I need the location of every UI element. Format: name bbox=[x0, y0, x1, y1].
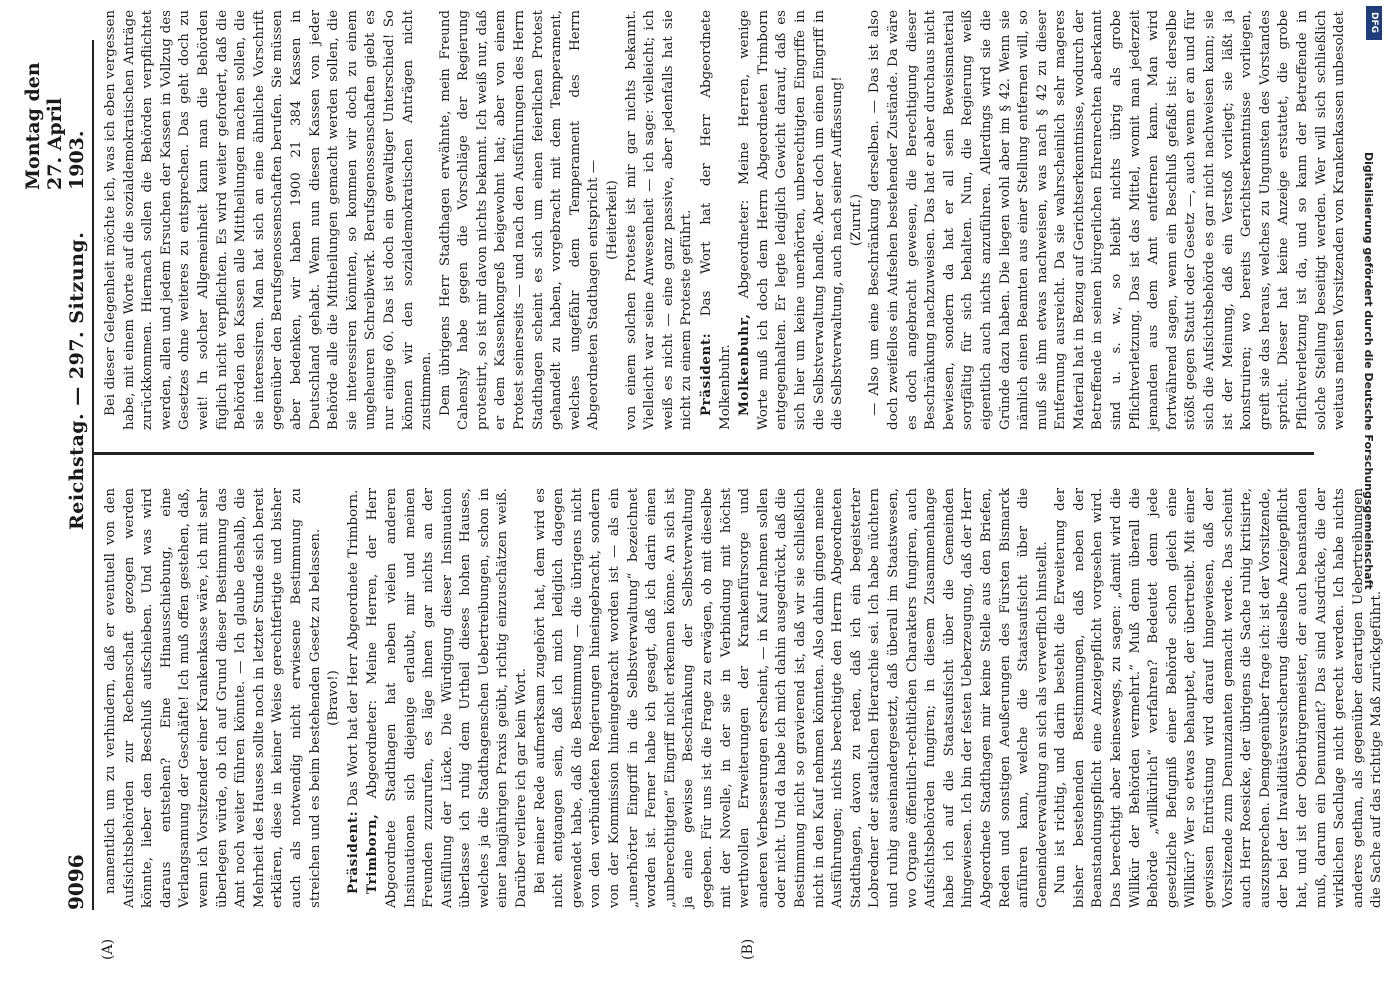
speaker-name: Präsident: bbox=[344, 810, 361, 894]
speaker-paragraph bbox=[363, 488, 531, 908]
paragraph bbox=[437, 10, 604, 430]
session-date: Montag den 27. April 1903. bbox=[22, 62, 88, 190]
left-column bbox=[102, 488, 1385, 908]
paragraph bbox=[102, 10, 437, 430]
digitization-credit bbox=[1363, 12, 1377, 992]
interjection bbox=[604, 10, 623, 430]
paragraph-text: Abgeordneter: Meine Herren, der Herr Abgeordnete Stadthagen hat neben vielen anderen Insinuationen sich diejenige erlaubt, mir und meinen Freunden zuzurufen, es läge ihnen gar nichts an der Ausfüllung der Lücke. Die Würdigung dieser Insinuation überlasse ich ruhig dem Urtheil dieses hohen Hauses, welches ja die Stadthagenschen Uebertreibungen, schon in einer langjährigen Praxis geübt, richtig einzuschätzen weiß. Darüber verliere ich gar kein Wort. bbox=[365, 488, 530, 908]
paragraph-text: Das Wort hat der Herr Abgeordnete Trimborn. bbox=[345, 489, 361, 811]
paragraph-text: (Heiterkeit) bbox=[605, 180, 621, 260]
paragraph bbox=[102, 488, 325, 908]
paragraph-text: Bei dieser Gelegenheit möchte ich, was ich eben vergessen habe, mit einem Worte auf die sozialdemokratischen Anträge zurückkommen. Hiernach sollen die Behörden verpflichtet werden, allen und jedem Ersuchen der Kassen in Vollzug des Gesetzes ohne weiteres zu entsprechen. Das geht doch zu weit! In solcher Allgemeinheit kann man die Behörden füglich nicht verpflichten. Es wird weiter gefordert, daß die Behörden den Kassen alle Mittheilungen machen sollen, die sie interessiren. Man hat sich an eine ähnliche Vorschrift gegenüber den Berufsgenossenschaften berufen. Sie müssen aber bedenken, wir haben 1900 21 384 Kassen in Deutschland gehabt. Wenn nun diesen Kassen von jeder Behörde alle die Mittheilungen gemacht werden sollen, die sie interessiren könnten, so kommen wir doch zu einem ungeheuren Schreibwerk. Berufsgenossenschaften giebt es nur einige 60. Das ist doch ein gewaltiger Unterschied! So können wir den sozialdemokratischen Anträgen nicht zustimmen. bbox=[103, 10, 435, 430]
speaker-paragraph bbox=[735, 10, 848, 430]
paragraph-text: Dem übrigens Herr Stadthagen erwähnte, mein Freund Cahensly habe gegen die Vorschläge der Regierung protestirt, so ist mir davon nichts bekannt. Ich weiß nur, daß er dem Kassenkongreß beigewohnt hat; aber von einem Protest seinerseits — und nach den Ausführungen des Herrn Stadthagen scheint es sich um einen feierlichen Protest gehandelt zu haben, vorgebracht mit dem Temperament, welches ungefähr dem Temperament des Herrn Abgeordneten Stadthagen entspricht — bbox=[437, 10, 602, 430]
dfg-logo: DFG bbox=[1366, 6, 1382, 40]
column-divider bbox=[94, 452, 1314, 455]
speaker-name: Molkenbuhr, bbox=[736, 313, 753, 416]
paragraph-text: Bei meiner Rede aufmerksam zugehört hat, dem wird es nicht entgangen sein, daß ich mich lediglich dagegen gewendet habe, daß die Bestimmung — die übrigens nicht von den verbündeten Regierungen hineingebracht, sondern von der Kommission hineingebracht worden ist — als ein „unerhörter Eingriff in die Selbstverwaltung“ bezeichnet worden ist. Ferner habe ich gesagt, daß ich darin einen „unberechtigten“ Eingriff nicht erkennen könne. An sich ist ja eine gewisse Beschränkung der Selbstverwaltung gegeben. Für uns ist die Frage zu erwägen, ob mit dieselbe mit der Novelle, in der sie in Verbindung mit höchst werthvollen Erweiterungen der Krankenfürsorge und anderen Verbesserungen erscheint, — in Kauf nehmen sollen oder nicht. Und da habe ich mich dahin ausgedrückt, daß die Bestimmung nicht so gravierend ist, daß wir sie schließlich nicht in den Kauf nehmen könnten. Also dahin gingen meine Ausführungen; nichts berechtigte den Herrn Abgeordneten Stadthagen, davon zu reden, daß ich ein begeisterter Lobredner der staatlichen Hierarchie sei. Ich habe nüchtern und ruhig auseinandergesetzt, daß überall im Staatswesen, wo Organe öffentlich-rechtlichen Charakters fungiren, auch Aufsichtsbehörden fungiren; in diesem Zusammenhange habe ich auf die Staatsaufsicht über die Gemeinden hingewiesen. Ich bin der festen Ueberzeugung, daß der Herr Abgeordnete Stadthagen mir keine Stelle aus den Briefen, Reden und sonstigen Aeußerungen des Fürsten Bismarck anführen kann, welche die Staatsaufsicht über die Gemeindeverwaltung an sich als verwerflich hinstellt. bbox=[532, 488, 1050, 908]
right-column bbox=[102, 10, 1348, 430]
speaker-paragraph bbox=[697, 10, 735, 430]
page-header bbox=[22, 40, 94, 910]
paragraph-text: (Zuruf.) bbox=[848, 193, 864, 247]
paragraph-text: Abgeordneter: Meine Herren, wenige Worte muß ich doch dem Herrn Abgeordneten Trimborn entgegenhalten. Er legte lediglich Gewicht darauf, daß es sich hier um keine unerhörten, unberechtigten Eingriffe in die Selbstverwaltung handle. Aber doch um einen Eingriff in die Selbstverwaltung, auch nach seiner Auffassung! bbox=[737, 10, 846, 430]
paragraph bbox=[532, 488, 1053, 908]
page-number: 9096 bbox=[64, 854, 88, 910]
paragraph-text: namentlich um zu verhindern, daß er eventuell von den Aufsichtsbehörden zur Rechenschaft gezogen werden könnte, lieber den Beschluß aufschieben. Und was wird daraus entstehen? Eine Hinausschiebung, eine Verlangsamung der Geschäfte! Ich muß offen gestehen, daß, wenn ich Vorsitzender einer Krankenkasse wäre, ich mit sehr überlegen würde, ob ich auf Grund dieser Bestimmung das Amt noch weiter führen könnte. — Ich glaube deshalb, die Mehrheit des Hauses sollte noch in letzter Stunde sich bereit erklären, diese in keiner Weise gerechtfertigte und bisher auch als notwendig nicht erwiesene Bestimmung zu streichen und es beim bestehenden Gesetz zu belassen. bbox=[103, 488, 323, 908]
paragraph bbox=[1052, 488, 1387, 908]
paragraph-text: von einem solchen Proteste ist mir gar nichts bekannt. Vielleicht war seine Anwesenheit — ich sage: vielleicht; ich weiß es nicht — eine ganz passive, aber jedenfalls hat sie nicht zu einem Proteste geführt. bbox=[623, 10, 695, 430]
paragraph-text: Nun ist richtig, und darin besteht die Erweiterung der bisher bestehenden Bestimmungen, daß neben der Beanstandungspflicht eine Anzeigepflicht vorgesehen wird. Das berechtigt aber keineswegs, zu sagen: „damit wird die Willkür der Behörden vermehrt.“ Muß denn überall die Behörde „willkürlich“ verfahren? Bedeutet denn jede gesetzliche Befugniß einer Behörde schon gleich eine Willkür? Wer so etwas behauptet, der übertreibt. Mit einer gewissen Entrüstung wird darauf hingewiesen, daß der Vorsitzende zum Denunzianten gemacht werde. Das scheint auch Herr Roesicke, der übrigens die Sache ruhig kritisirte, auszusprechen. Demgegenüber frage ich: ist der Vorsitzende, der bei der Invaliditätsversicherung dieselbe Anzeigepflicht hat, und ist der Oberbürgermeister, der auch beanstanden muß, darum ein Denunziant? Das sind Ausdrücke, die der wirklichen Sachlage nicht gerecht werden. Ich habe nichts anderes gethan, als gegenüber derartigen Uebertreibungen die Sache auf das richtige Maß zurückgeführt. bbox=[1053, 488, 1385, 908]
paragraph-text: — Also um eine Beschränkung derselben. — Das ist also doch zweifellos ein Aufsehen bestehender Zustände. Da wäre es doch angebracht gewesen, die Berechtigung dieser Beschränkung nachzuweisen. Das hat er aber durchaus nicht bewiesen, sondern da hat er all sein Beweismaterial sorgfältig für sich behalten. Nun, die Regierung weiß eigentlich auch nichts anzuführen. Allerdings wird sie die Gründe dazu haben. Die liegen wohl aber im § 42. Wenn sie nämlich einen Beamten aus einer Stellung entfernen will, so muß sie ihm etwas nachweisen, was nach § 42 zu dieser Entfernung ausreicht. Da sie wahrscheinlich sehr mageres Material hat in Bezug auf Gerichtserkenntnisse, wodurch der Betreffende in seinen bürgerlichen Ehrenrechten aberkannt sind u. s. w., so bleibt nichts übrig als grobe Pflichtverletzung. Das ist das Mittel, womit man jederzeit jemanden aus dem Amt entfernen kann. Man wird fortwährend sagen, wenn ein Beschluß gefaßt ist: derselbe stößt gegen Statut oder Gesetz —, auch wenn er an und für sich die Aufsichtsbehörde es gar nicht nachweisen kann; sie ist der Meinung, daß ein Verstoß vorliegt; sie läßt ja konstruiren; wo bereits Gerichtserkenntnisse vorliegen, greift sie das heraus, welches zu Ungunsten des Vorstandes spricht. Dieser hat keine Anzeige erstattet, die grobe Pflichtverletzung ist da, und so kann der Betreffende in solche Stellung beseitigt werden. Wer will sich schließlich weitaus meisten Vorsitzenden von Krankenkassen unbesoldet bbox=[867, 10, 1348, 430]
interjection bbox=[325, 488, 344, 908]
margin-marker-b: (B) bbox=[740, 938, 756, 960]
paragraph-text: (Bravo!) bbox=[326, 670, 342, 726]
paragraph bbox=[623, 10, 697, 430]
speaker-paragraph bbox=[344, 488, 364, 908]
interjection bbox=[848, 10, 867, 430]
paragraph bbox=[866, 10, 1349, 430]
paragraph-text: Das Wort hat der Herr Abgeordnete Molkenbuhr. bbox=[699, 10, 733, 430]
speaker-name: Trimborn, bbox=[364, 813, 381, 894]
margin-marker-a: (A) bbox=[100, 938, 116, 960]
speaker-name: Präsident: bbox=[698, 332, 714, 416]
session-title: Reichstag. — 297. Sitzung. bbox=[66, 231, 88, 530]
credit-text: Digitalisierung gefördert durch die Deutsche Forschungsgemeinschaft bbox=[1362, 152, 1375, 590]
